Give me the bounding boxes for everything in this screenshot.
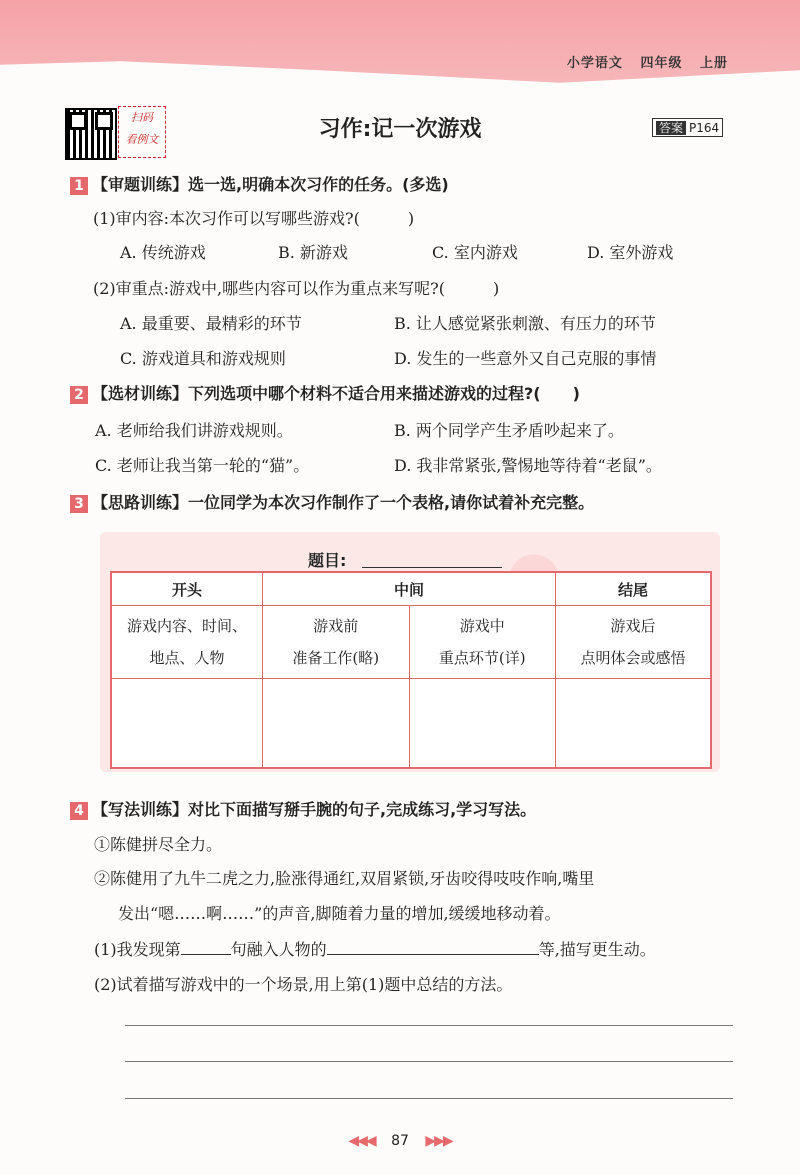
q2-option-a[interactable]: A. 老师给我们讲游戏规则。 xyxy=(95,421,293,440)
q1-sub1-option-b[interactable]: B. 新游戏 xyxy=(278,243,348,262)
header-band xyxy=(0,0,800,90)
table-title-blank[interactable] xyxy=(362,567,502,568)
book-info xyxy=(555,52,728,71)
q1-number: 1 xyxy=(70,177,88,195)
sentence-1: ①陈健拼尽全力。 xyxy=(94,835,223,854)
table-title: 题目: xyxy=(308,551,347,570)
cell-after: 游戏后 点明体会或感悟 xyxy=(556,606,712,679)
sentence-2-line2: 发出“嗯……啊……”的声音,脚随着力量的增加,缓缓地移动着。 xyxy=(118,904,561,923)
header-opening: 开头 xyxy=(111,572,263,606)
answer-cell-during[interactable] xyxy=(409,679,556,769)
q1-heading: 1 【审题训练】选一选,明确本次习作的任务。(多选) xyxy=(70,172,449,195)
header-ending: 结尾 xyxy=(556,572,712,606)
volume: 上册 xyxy=(699,56,728,71)
sentence-2-line1: ②陈健用了九牛二虎之力,脸涨得通红,双眉紧锁,牙齿咬得吱吱作响,嘴里 xyxy=(94,869,595,888)
page-title: 习作:记一次游戏 xyxy=(318,117,482,142)
scan-label: 扫码 看例文 xyxy=(118,106,166,158)
writing-line[interactable] xyxy=(125,1025,733,1026)
writing-line[interactable] xyxy=(125,1061,733,1062)
q2-option-c[interactable]: C. 老师让我当第一轮的“猫”。 xyxy=(95,456,310,475)
cell-opening: 游戏内容、时间、 地点、人物 xyxy=(111,606,263,679)
blank-descriptions[interactable] xyxy=(327,954,539,955)
left-arrows-icon: ◀◀◀ xyxy=(348,1133,375,1149)
writing-line[interactable] xyxy=(125,1098,733,1099)
q1-sub2: (2)审重点:游戏中,哪些内容可以作为重点来写呢?( ) xyxy=(93,279,500,298)
cell-before: 游戏前 准备工作(略) xyxy=(263,606,410,679)
right-arrows-icon: ▶▶▶ xyxy=(425,1133,452,1149)
answer-ref: 答案 P164 xyxy=(652,118,723,137)
answer-cell-after[interactable] xyxy=(556,679,712,769)
answer-cell-before[interactable] xyxy=(263,679,410,769)
q4-part2: (2)试着描写游戏中的一个场景,用上第(1)题中总结的方法。 xyxy=(94,975,513,994)
q4-number: 4 xyxy=(70,802,88,820)
q1-sub2-option-b[interactable]: B. 让人感觉紧张刺激、有压力的环节 xyxy=(394,314,656,333)
q1-sub1-option-d[interactable]: D. 室外游戏 xyxy=(587,243,674,262)
q2-number: 2 xyxy=(70,386,88,404)
q1-sub1-option-a[interactable]: A. 传统游戏 xyxy=(120,243,206,262)
answer-cell-opening[interactable] xyxy=(111,679,263,769)
q3-heading: 3 【思路训练】一位同学为本次习作制作了一个表格,请你试着补充完整。 xyxy=(70,490,594,513)
q3-number: 3 xyxy=(70,495,88,513)
header-middle: 中间 xyxy=(263,572,556,606)
q1-sub1: (1)审内容:本次习作可以写哪些游戏?( ) xyxy=(93,209,415,228)
q1-sub1-option-c[interactable]: C. 室内游戏 xyxy=(432,243,518,262)
q1-sub2-option-a[interactable]: A. 最重要、最精彩的环节 xyxy=(120,314,302,333)
cell-during: 游戏中 重点环节(详) xyxy=(409,606,556,679)
outline-table xyxy=(110,571,712,769)
blank-sentence-number[interactable] xyxy=(181,954,231,955)
page-footer xyxy=(0,1133,800,1149)
page-number: 87 xyxy=(391,1133,409,1149)
grade: 四年级 xyxy=(640,56,683,71)
q1-sub2-option-d[interactable]: D. 发生的一些意外又自己克服的事情 xyxy=(394,349,657,368)
q2-option-d[interactable]: D. 我非常紧张,警惕地等待着“老鼠”。 xyxy=(394,456,662,475)
q4-part1: (1)我发现第 句融入人物的 等,描写更生动。 xyxy=(94,940,656,959)
q2-option-b[interactable]: B. 两个同学产生矛盾吵起来了。 xyxy=(394,421,624,440)
q1-sub2-option-c[interactable]: C. 游戏道具和游戏规则 xyxy=(120,349,286,368)
subject: 小学语文 xyxy=(566,56,623,71)
q2-heading: 2 【选材训练】下列选项中哪个材料不适合用来描述游戏的过程?( ) xyxy=(70,381,580,404)
q4-heading: 4 【写法训练】对比下面描写掰手腕的句子,完成练习,学习写法。 xyxy=(70,797,536,820)
